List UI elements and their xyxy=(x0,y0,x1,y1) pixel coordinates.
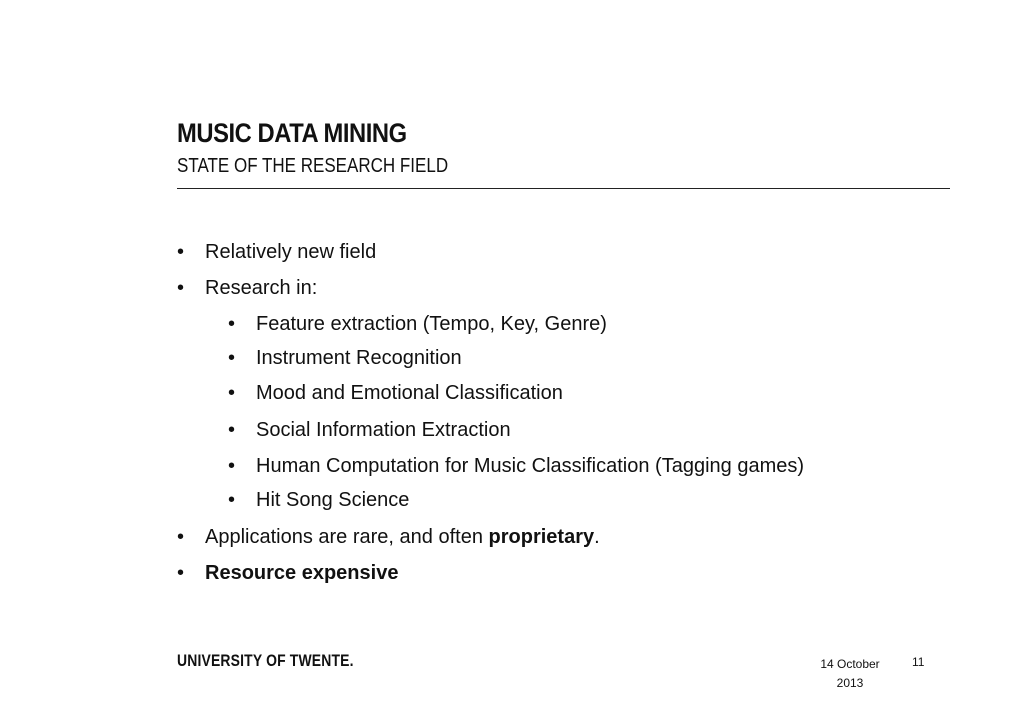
list-item-text-part: Applications are rare, and often xyxy=(205,526,489,548)
list-item-text xyxy=(205,525,600,549)
bullet-marker: • xyxy=(177,277,185,299)
bullet-marker: • xyxy=(228,347,236,369)
list-item-text: Feature extraction (Tempo, Key, Genre) xyxy=(256,313,607,335)
bullet-marker: • xyxy=(228,419,236,441)
slide-date-line: 2013 xyxy=(836,676,864,690)
list-item-text-part: . xyxy=(594,526,600,548)
slide-subtitle: STATE OF THE RESEARCH FIELD xyxy=(177,155,449,177)
list-item-text: Relatively new field xyxy=(205,241,377,263)
list-item-text: Research in: xyxy=(205,277,318,299)
bullet-marker: • xyxy=(228,489,236,511)
list-item-text-emphasis: proprietary xyxy=(488,526,595,548)
list-item-text: Social Information Extraction xyxy=(256,419,511,441)
list-item-text: Human Computation for Music Classification (Tagging games) xyxy=(256,455,805,477)
bullet-marker: • xyxy=(228,313,236,335)
slide-title: MUSIC DATA MINING xyxy=(177,118,407,148)
bullet-marker: • xyxy=(228,455,236,477)
list-item-text-emphasis: Resource expensive xyxy=(205,562,399,584)
bullet-marker: • xyxy=(177,241,185,263)
bullet-marker: • xyxy=(177,562,185,584)
list-item-text xyxy=(205,561,398,585)
page-number: 11 xyxy=(912,655,925,669)
list-item-text: Hit Song Science xyxy=(256,489,410,511)
slide-date-line: 14 October xyxy=(820,657,880,671)
bullet-marker: • xyxy=(228,382,236,404)
bullet-marker: • xyxy=(177,526,185,548)
list-item-text: Instrument Recognition xyxy=(256,347,462,369)
university-logo: UNIVERSITY OF TWENTE. xyxy=(177,651,354,670)
slide-date xyxy=(810,655,890,693)
list-item-text: Mood and Emotional Classification xyxy=(256,382,563,404)
